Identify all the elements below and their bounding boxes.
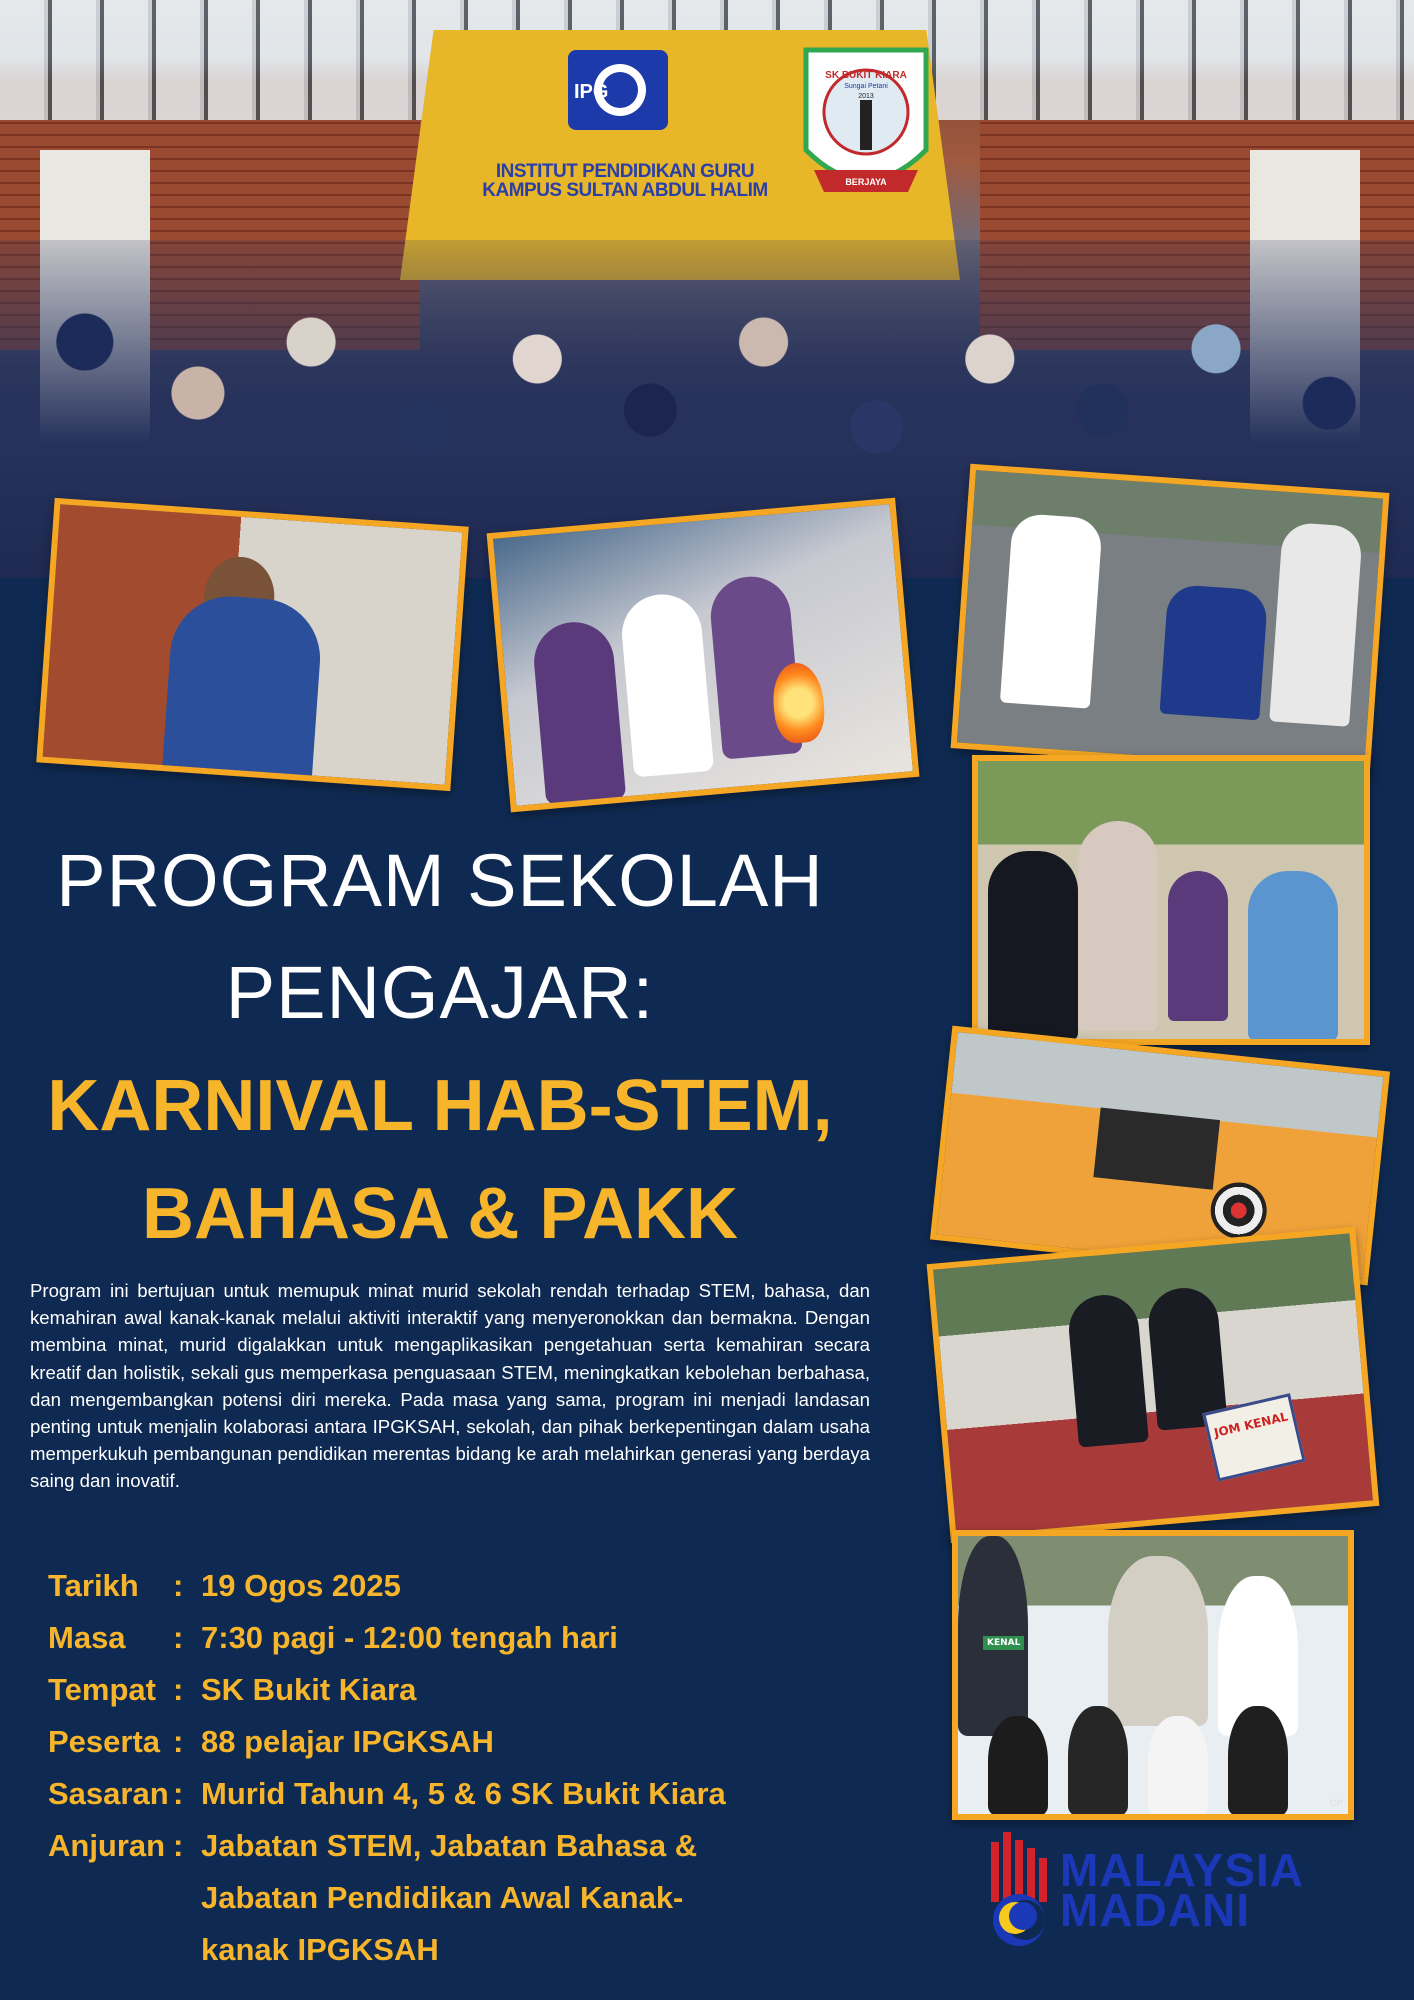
dartboard <box>1208 1180 1270 1242</box>
detail-sep: : <box>173 1620 184 1655</box>
ipg-name-line2: KAMPUS SULTAN ABDUL HALIM <box>482 180 768 201</box>
teacher <box>1108 1556 1208 1726</box>
event-title-line1: KARNIVAL HAB-STEM, <box>47 1066 833 1146</box>
detail-sep: : <box>173 1568 184 1603</box>
detail-row-target <box>48 1768 868 1820</box>
ipg-name-line1: INSTITUT PENDIDIKAN GURU <box>495 161 755 182</box>
detail-value: 88 pelajar IPGKSAH <box>201 1724 494 1759</box>
teacher <box>1078 821 1158 1031</box>
detail-value: Jabatan STEM, Jabatan Bahasa & Jabatan Pendidikan Awal Kanak-kanak IPGKSAH <box>201 1828 698 1967</box>
crest-motto: BERJAYA <box>845 177 887 187</box>
detail-row-time <box>48 1612 868 1664</box>
detail-sep: : <box>173 1672 184 1707</box>
detail-sep: : <box>173 1776 184 1811</box>
booth-sign: JOM KENAL <box>1202 1393 1305 1481</box>
malaysia-madani-emblem <box>985 1832 1055 1950</box>
madani-line2: MADANI <box>1060 1884 1250 1936</box>
child <box>1228 1706 1288 1816</box>
detail-row-organizer <box>48 1820 868 1976</box>
student <box>1168 871 1228 1021</box>
crest-year: 2013 <box>858 93 874 100</box>
ipg-logo-text: IPG <box>574 81 609 103</box>
madani-line1: MALAYSIA <box>1060 1844 1304 1896</box>
detail-sep: : <box>173 1724 184 1759</box>
detail-value: 19 Ogos 2025 <box>201 1568 401 1603</box>
photo-kindergarten <box>952 1530 1354 1820</box>
detail-label: Anjuran <box>48 1828 166 1863</box>
student <box>619 591 714 777</box>
photo-fire-experiment <box>487 498 920 813</box>
detail-value: 7:30 pagi - 12:00 tengah hari <box>201 1620 618 1655</box>
event-title-line2: BAHASA & PAKK <box>141 1174 738 1254</box>
photo-language-activity <box>972 755 1370 1045</box>
detail-row-venue <box>48 1664 868 1716</box>
event-title <box>10 1052 870 1268</box>
detail-value: Murid Tahun 4, 5 & 6 SK Bukit Kiara <box>201 1776 726 1811</box>
student <box>531 619 626 805</box>
madani-wordmark <box>1060 1844 1330 1936</box>
photo-watermark: OP <box>1330 1799 1343 1809</box>
ipg-name <box>480 162 770 200</box>
photo-rocket-pump <box>951 464 1390 778</box>
detail-label: Tarikh <box>48 1568 139 1603</box>
photo-booth <box>927 1227 1380 1543</box>
child <box>1068 1706 1128 1816</box>
detail-row-participants <box>48 1716 868 1768</box>
program-title <box>20 825 860 1049</box>
student <box>1000 513 1103 709</box>
crest-name: SK BUKIT KIARA <box>825 70 907 81</box>
sk-bukit-kiara-crest <box>796 40 936 205</box>
photo-speaker <box>36 498 468 791</box>
student <box>1159 584 1268 721</box>
teacher <box>1248 871 1338 1041</box>
detail-sep: : <box>173 1828 184 1863</box>
detail-value: SK Bukit Kiara <box>201 1672 417 1707</box>
detail-label: Sasaran <box>48 1776 169 1811</box>
ipg-logo <box>568 50 668 130</box>
detail-label: Masa <box>48 1620 126 1655</box>
teacher <box>1146 1285 1228 1431</box>
program-title-line1: PROGRAM SEKOLAH <box>56 839 824 922</box>
notice-board <box>1093 1108 1220 1190</box>
teacher <box>1066 1292 1149 1448</box>
detail-label: Tempat <box>48 1672 156 1707</box>
child <box>988 1716 1048 1816</box>
student <box>1269 522 1363 727</box>
child <box>1148 1716 1208 1816</box>
program-description: Program ini bertujuan untuk memupuk minat murid sekolah rendah terhadap STEM, bahasa, dan kemahiran awal kanak-kanak melalui aktiviti interaktif yang menyeronokkan dan bermakna. Dengan membina minat, murid digalakkan untuk mengaplikasikan pengetahuan serta kemahiran secara kreatif dan holistik, sekali gus memperkasa penguasaan STEM, meningkatkan kebolehan berbahasa, dan mengembangkan potensi diri mereka. Pada masa yang sama, program ini menjadi landasan penting untuk menjalin kolaborasi antara IPGKSAH, sekolah, dan pihak berkepentingan dalam usaha memperkukuh pembangunan pendidikan merentas bidang ke arah melahirkan generasi yang berdaya saing dan inovatif. <box>30 1280 870 1492</box>
book-label: KENAL <box>983 1636 1024 1650</box>
crest-sub: Sungai Petani <box>844 83 888 90</box>
detail-row-date <box>48 1560 868 1612</box>
event-details <box>48 1560 868 1976</box>
speaker-body <box>160 592 324 791</box>
detail-label: Peserta <box>48 1724 161 1759</box>
teacher <box>988 851 1078 1041</box>
program-title-line2: PENGAJAR: <box>225 951 655 1034</box>
